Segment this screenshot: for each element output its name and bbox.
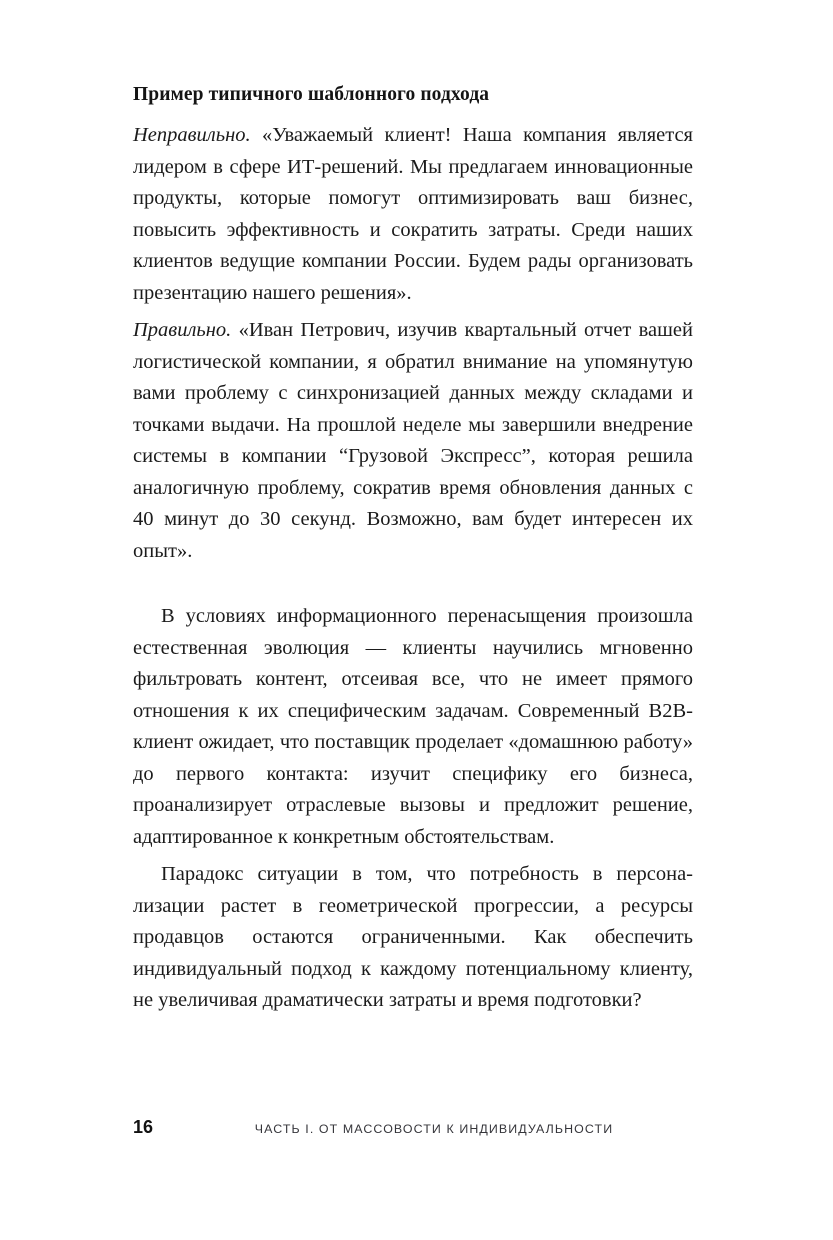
example-callout xyxy=(133,82,693,567)
body-paragraph-1: В условиях информационного перенасыщения произошла естественная эволюция — клиенты научились мгновенно фильтровать контент, отсеивая все, что не имеет прямого отношения к их специфическим задачам. Современный B2B-клиент ожидает, что поставщик проделает «домашнюю работу» до первого контакта: изучит специфику его бизнеса, проанализирует отраслевые вызовы и предложит решение, адаптированное к конкретным обстоятельствам. xyxy=(133,605,693,848)
example-heading: Пример типичного шаблонного подхода xyxy=(133,84,490,105)
page-footer xyxy=(133,1117,693,1138)
body-text xyxy=(133,601,693,1017)
page-number: 16 xyxy=(133,1117,154,1137)
example-right-label: Правильно. xyxy=(133,319,232,341)
example-wrong-paragraph xyxy=(133,120,693,309)
example-right-text: «Иван Петрович, изучив квартальный отчет вашей логистической компании, я обратил внимание на упомянутую вами проблему с синхронизацией данных между складами и точками выдачи. На прошлой неделе мы завершили внедрение системы в компании “Грузовой Экспресс”, которая решила аналогичную проблему, сократив время обновления данных с 40 минут до 30 секунд. Возможно, вам будет интересен их опыт». xyxy=(133,319,693,562)
running-title: ЧАСТЬ I. ОТ МАССОВОСТИ К ИНДИВИДУАЛЬНОСТИ xyxy=(254,1122,614,1136)
example-wrong-text: «Уважаемый клиент! Наша компания является лидером в сфере ИТ-решений. Мы предлагаем инновационные продукты, которые помогут оптимизировать ваш бизнес, повысить эффективность и сократить затраты. Среди наших клиентов ведущие компании России. Будем рады организовать презентацию нашего решения». xyxy=(133,124,693,304)
example-wrong-label: Неправильно. xyxy=(133,124,251,146)
body-paragraph-2: Парадокс ситуации в том, что потребность в персонализации растет в геометрической прогрессии, а ресурсы продавцов остаются ограниченными. Как обеспечить индивидуальный подход к каждому потенциальному клиенту, не увеличивая драматически затраты и время подготовки? xyxy=(133,863,693,1011)
example-right-paragraph xyxy=(133,315,693,567)
page-content xyxy=(133,82,693,1023)
